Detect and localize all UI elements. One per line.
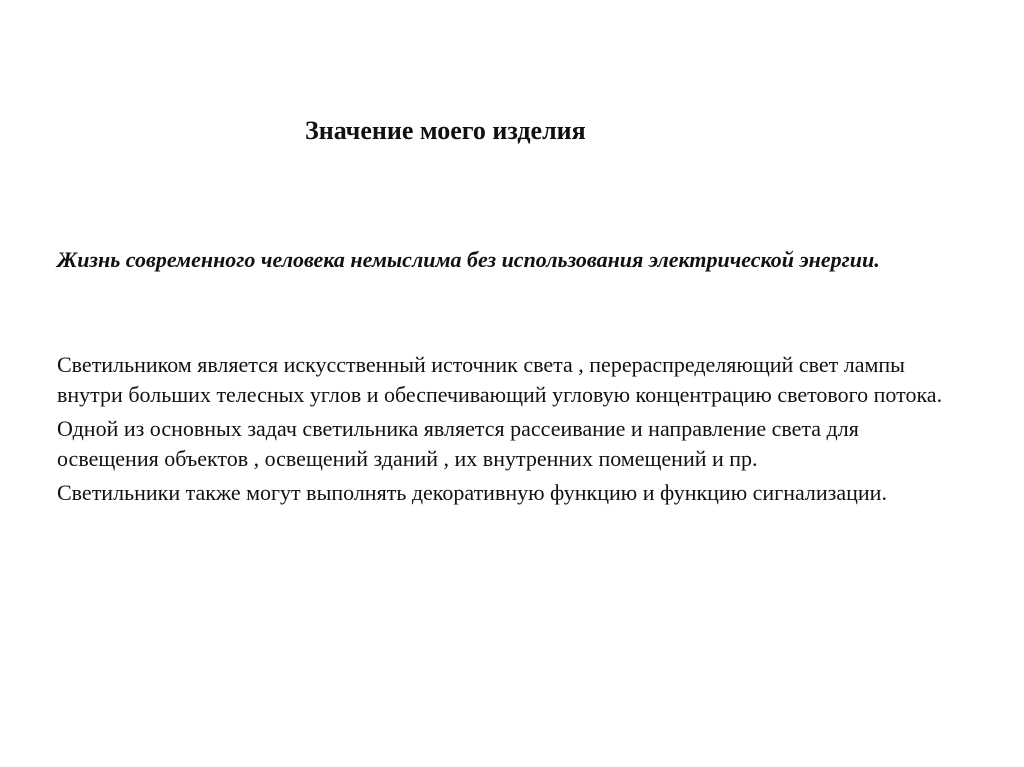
- paragraph-functions: Светильники также могут выполнять декоративную функцию и функцию сигнализации.: [57, 480, 887, 505]
- slide-title: Значение моего изделия: [305, 116, 586, 145]
- paragraph-definition: Светильником является искусственный источник света , перераспределяющий свет лампы внутри больших телесных углов и обеспечивающий угловую концентрацию светового потока.: [57, 352, 943, 407]
- body-text: [57, 350, 957, 512]
- paragraph-main-task: Одной из основных задач светильника является рассеивание и направление света для освещения объектов , освещений зданий , их внутренних помещений и пр.: [57, 416, 859, 471]
- lead-statement: Жизнь современного человека немыслима без использования электрической энергии.: [57, 247, 880, 272]
